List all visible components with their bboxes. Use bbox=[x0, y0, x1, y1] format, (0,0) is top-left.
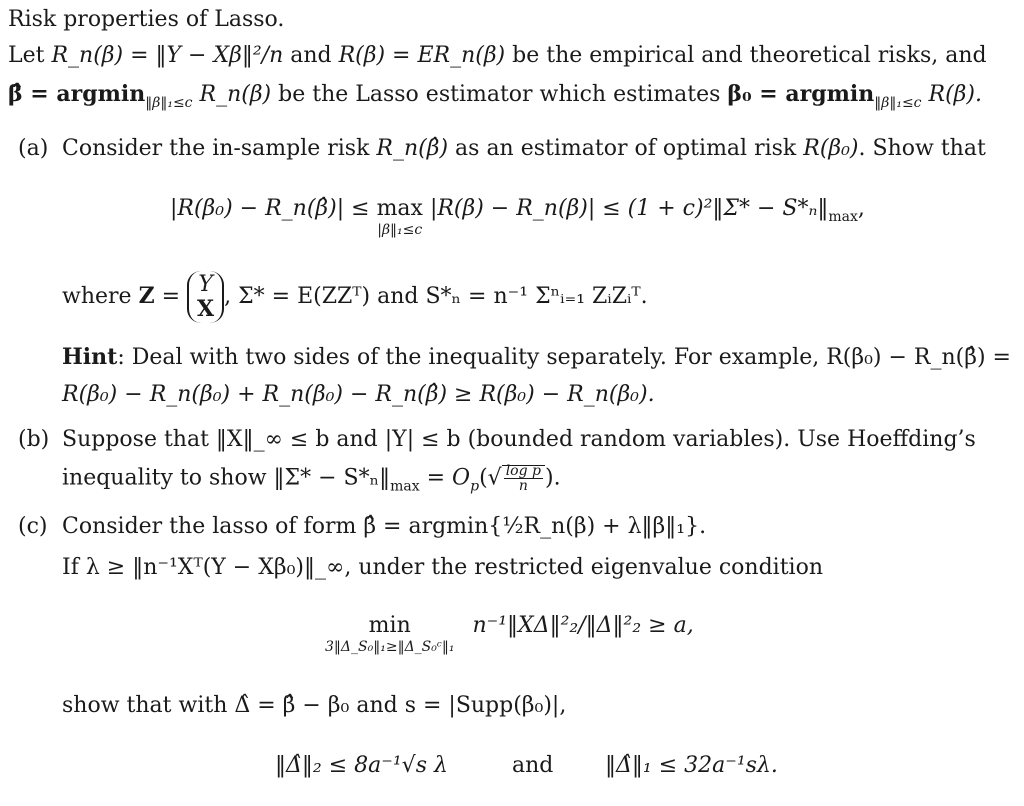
empirical-risk-def: R_n(β) = ‖Y − Xβ‖²/n bbox=[51, 43, 284, 68]
big-o: = O bbox=[419, 465, 471, 491]
z-symbol: Z bbox=[138, 283, 155, 309]
lasso-estimator-def: β̂ = argmin bbox=[8, 81, 146, 107]
fraction-numerator: log p bbox=[505, 463, 541, 479]
hint-line-2: R(β₀) − R_n(β₀) + R_n(β₀) − R_n(β̂) ≥ R(β₀) − R_n(β₀). bbox=[62, 382, 655, 407]
intro-line-2 bbox=[8, 80, 982, 117]
constraint-subscript: ‖β‖₁≤c bbox=[145, 95, 193, 111]
result-l2: ‖Δ̂‖₂ ≤ 8a⁻¹√s λ bbox=[275, 753, 448, 778]
problem-heading: Risk properties of Lasso. bbox=[8, 7, 285, 32]
part-b-label: (b) bbox=[18, 427, 50, 452]
restricted-eigenvalue-eq bbox=[325, 612, 694, 654]
part-a-text-seg: Consider the in-sample risk bbox=[62, 136, 377, 161]
part-a-text-seg: as an estimator of optimal risk bbox=[448, 136, 804, 161]
rate-fraction bbox=[504, 464, 543, 493]
part-a-text bbox=[62, 135, 986, 163]
where-text: where bbox=[62, 284, 139, 309]
part-a-label: (a) bbox=[18, 136, 49, 161]
vector-y: Y bbox=[198, 272, 213, 297]
vector-x: X bbox=[197, 296, 215, 322]
min-operator bbox=[325, 612, 454, 654]
where-line bbox=[62, 266, 648, 327]
z-vector bbox=[187, 271, 224, 323]
max-norm-subscript: max bbox=[390, 478, 420, 495]
max-subscript: |β‖₁≤c bbox=[377, 222, 423, 238]
intro-line-1 bbox=[8, 42, 987, 70]
eq-end: , bbox=[857, 196, 865, 221]
intro-text: be the empirical and theoretical risks, and bbox=[505, 43, 987, 68]
intro-text: R_n(β) bbox=[192, 82, 272, 107]
intro-text: R(β). bbox=[921, 82, 982, 107]
hint-text: : Deal with two sides of the inequality separately. For example, R(β₀) − R_n(β̂) = bbox=[117, 345, 1011, 370]
eq-right-side: |R(β) − R_n(β)| ≤ (1 + c)²‖Σ* − S*ₙ‖ bbox=[422, 196, 829, 221]
paren: ). bbox=[544, 465, 561, 491]
part-a-text-seg: . Show that bbox=[858, 136, 986, 161]
theoretical-risk-def: R(β) = ER_n(β) bbox=[338, 43, 506, 68]
optimal-risk: R(β₀) bbox=[803, 136, 859, 161]
sqrt-sign: √ bbox=[487, 465, 502, 491]
intro-text: be the Lasso estimator which estimates bbox=[271, 82, 728, 107]
part-b-line-2 bbox=[62, 464, 561, 501]
big-o-subscript: p bbox=[470, 478, 480, 495]
part-b-text: inequality to show ‖Σ* − S*ₙ‖ bbox=[62, 465, 391, 491]
target-def: β₀ = argmin bbox=[727, 81, 875, 107]
where-text: = bbox=[154, 284, 188, 309]
result-and: and bbox=[512, 753, 554, 778]
part-c-show-line: show that with Δ̂ = β̂ − β₀ and s = |Supp(β₀)|, bbox=[62, 693, 567, 718]
eq-left-side: |R(β₀) − R_n(β̂)| ≤ bbox=[170, 196, 377, 221]
paren: ( bbox=[479, 465, 488, 491]
part-c-line-2: If λ ≥ ‖n⁻¹Xᵀ(Y − Xβ₀)‖_∞, under the restricted eigenvalue condition bbox=[62, 555, 823, 580]
part-b-line-1: Suppose that ‖X‖_∞ ≤ b and |Y| ≤ b (bounded random variables). Use Hoeffding’s bbox=[62, 427, 976, 452]
hint-label: Hint bbox=[62, 344, 118, 370]
intro-text: and bbox=[283, 43, 339, 68]
constraint-subscript: ‖β‖₁≤c bbox=[874, 95, 922, 111]
max-norm-subscript: max bbox=[828, 209, 858, 225]
max-operator bbox=[377, 195, 423, 237]
max-word: max bbox=[376, 196, 423, 221]
min-word: min bbox=[368, 613, 411, 638]
fraction-denominator: n bbox=[518, 478, 528, 494]
min-subscript: 3‖Δ_S₀‖₁≥‖Δ_S₀ᶜ‖₁ bbox=[325, 639, 455, 655]
part-a-equation bbox=[170, 195, 865, 237]
result-l1: ‖Δ̂‖₁ ≤ 32a⁻¹sλ. bbox=[605, 753, 778, 778]
hint-line-1 bbox=[62, 343, 1011, 372]
in-sample-risk: R_n(β̂) bbox=[376, 136, 449, 161]
where-definitions: , Σ* = E(ZZᵀ) and S*ₙ = n⁻¹ Σⁿᵢ₌₁ ZᵢZᵢᵀ. bbox=[224, 284, 648, 309]
re-condition: n⁻¹‖XΔ‖²₂/‖Δ‖²₂ ≥ a, bbox=[472, 613, 694, 638]
intro-text: Let bbox=[8, 43, 52, 68]
part-c-label: (c) bbox=[18, 514, 48, 539]
part-c-line-1: Consider the lasso of form β̂ = argmin{½R_n(β) + λ‖β‖₁}. bbox=[62, 514, 707, 539]
